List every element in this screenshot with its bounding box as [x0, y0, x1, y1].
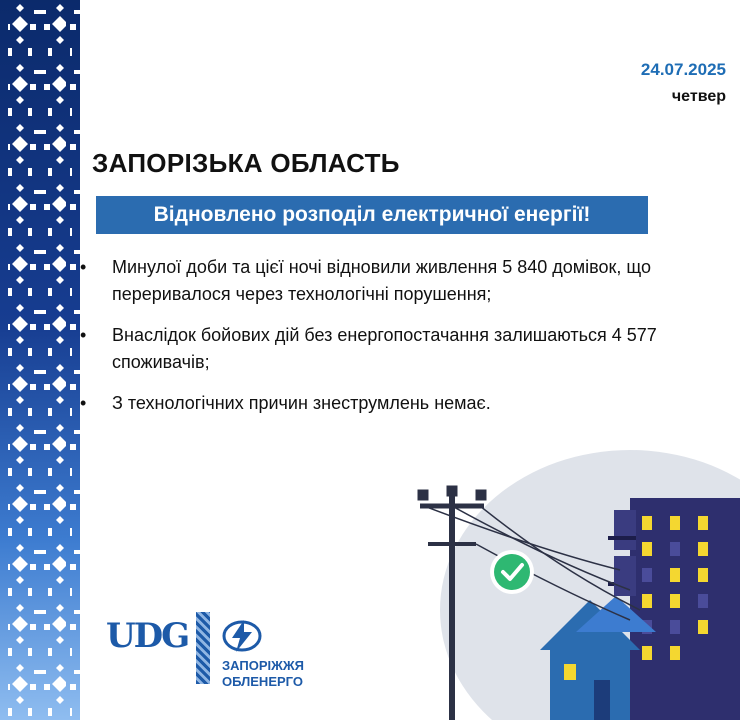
udg-logo: UDG: [106, 616, 189, 656]
bullet-marker: •: [80, 325, 87, 345]
ornament-border: [0, 0, 80, 720]
company-name-line1: ЗАПОРІЖЖЯ: [222, 658, 304, 673]
weekday: четвер: [671, 88, 726, 105]
company-name-line2: ОБЛЕНЕРГО: [222, 674, 303, 689]
lightning-icon: [222, 618, 262, 654]
headline-banner: Відновлено розподіл електричної енергії!: [96, 196, 648, 234]
list-item: [80, 390, 720, 417]
list-item: [80, 254, 720, 308]
bullet-text: Внаслідок бойових дій без енергопостачання залишаються 4 577 споживачів;: [112, 325, 657, 372]
date: 24.07.2025: [640, 60, 726, 79]
bullet-list: [80, 254, 720, 431]
checkmark-icon: [490, 550, 534, 594]
logo-divider: [196, 612, 210, 684]
region-title: ЗАПОРІЗЬКА ОБЛАСТЬ: [92, 148, 400, 178]
bullet-text: З технологічних причин знеструмлень немає.: [112, 393, 491, 413]
bullet-text: Минулої доби та цієї ночі відновили живлення 5 840 домівок, що переривалося через технологічні порушення;: [112, 257, 652, 304]
power-illustration: [380, 420, 740, 720]
logos-block: [100, 610, 330, 690]
list-item: [80, 322, 720, 376]
bullet-marker: •: [80, 257, 87, 277]
bullet-marker: •: [80, 393, 87, 413]
